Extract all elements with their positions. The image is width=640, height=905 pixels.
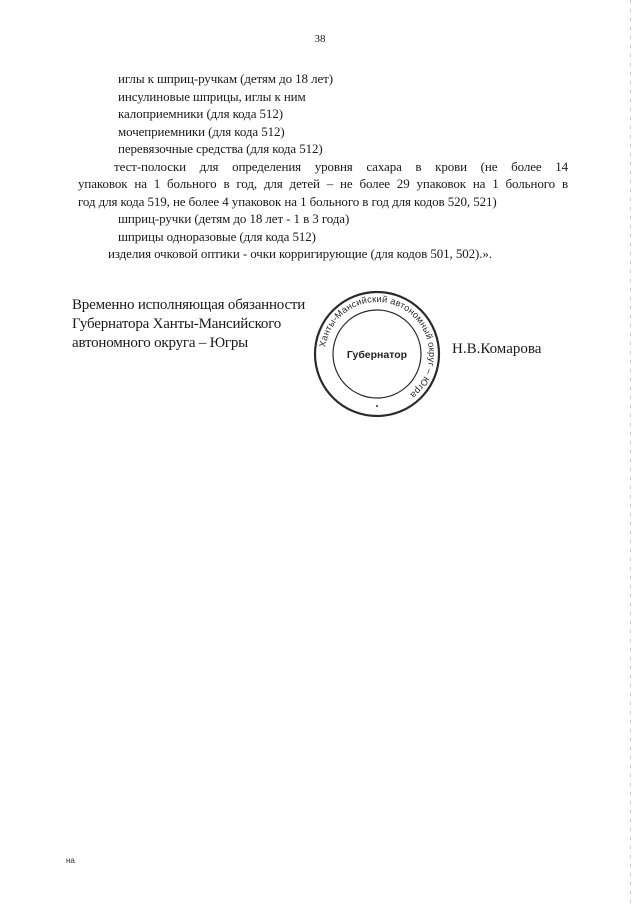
list-item: тест-полоски для определения уровня сахара в крови (не более 14 xyxy=(114,158,568,174)
list-item: изделия очковой оптики - очки корригирующие (для кодов 501, 502).». xyxy=(108,246,492,261)
list-item: иглы к шприц-ручкам (детям до 18 лет) xyxy=(118,71,333,86)
list-item: мочеприемники (для кода 512) xyxy=(118,123,285,139)
seal-outer-text-path: Ханты-Мансийский автономный округ – Югра xyxy=(317,293,438,401)
corner-mark: на xyxy=(66,856,75,865)
list-item: перевязочные средства (для кода 512) xyxy=(118,141,323,156)
list-item: шприц-ручки (детям до 18 лет - 1 в 3 года) xyxy=(118,211,350,226)
list-item: шприцы одноразовые (для кода 512) xyxy=(118,228,316,244)
seal-center-text: Губернатор xyxy=(346,349,408,361)
signer-name: Н.В.Комарова xyxy=(452,341,542,357)
signatory-position-line: Губернатора Ханты-Мансийского xyxy=(72,316,282,332)
signatory-position-line: автономного округа – Югры xyxy=(72,335,249,351)
list-item-continuation: упаковок на 1 больного в год, для детей – не более 29 упаковок на 1 больного в xyxy=(78,176,568,191)
seal-dot xyxy=(376,405,378,407)
signatory-position-line: Временно исполняющая обязанности xyxy=(72,297,306,313)
scan-edge-line xyxy=(630,0,631,905)
official-seal xyxy=(312,289,442,419)
list-item: инсулиновые шприцы, иглы к ним xyxy=(118,88,306,104)
list-item: калоприемники (для кода 512) xyxy=(118,106,283,121)
signatory-position xyxy=(72,296,322,353)
page-number: 38 xyxy=(314,33,326,45)
supply-list xyxy=(78,70,568,263)
list-item-continuation: год для кода 519, не более 4 упаковок на 1 больного в год для кодов 520, 521) xyxy=(78,193,497,209)
